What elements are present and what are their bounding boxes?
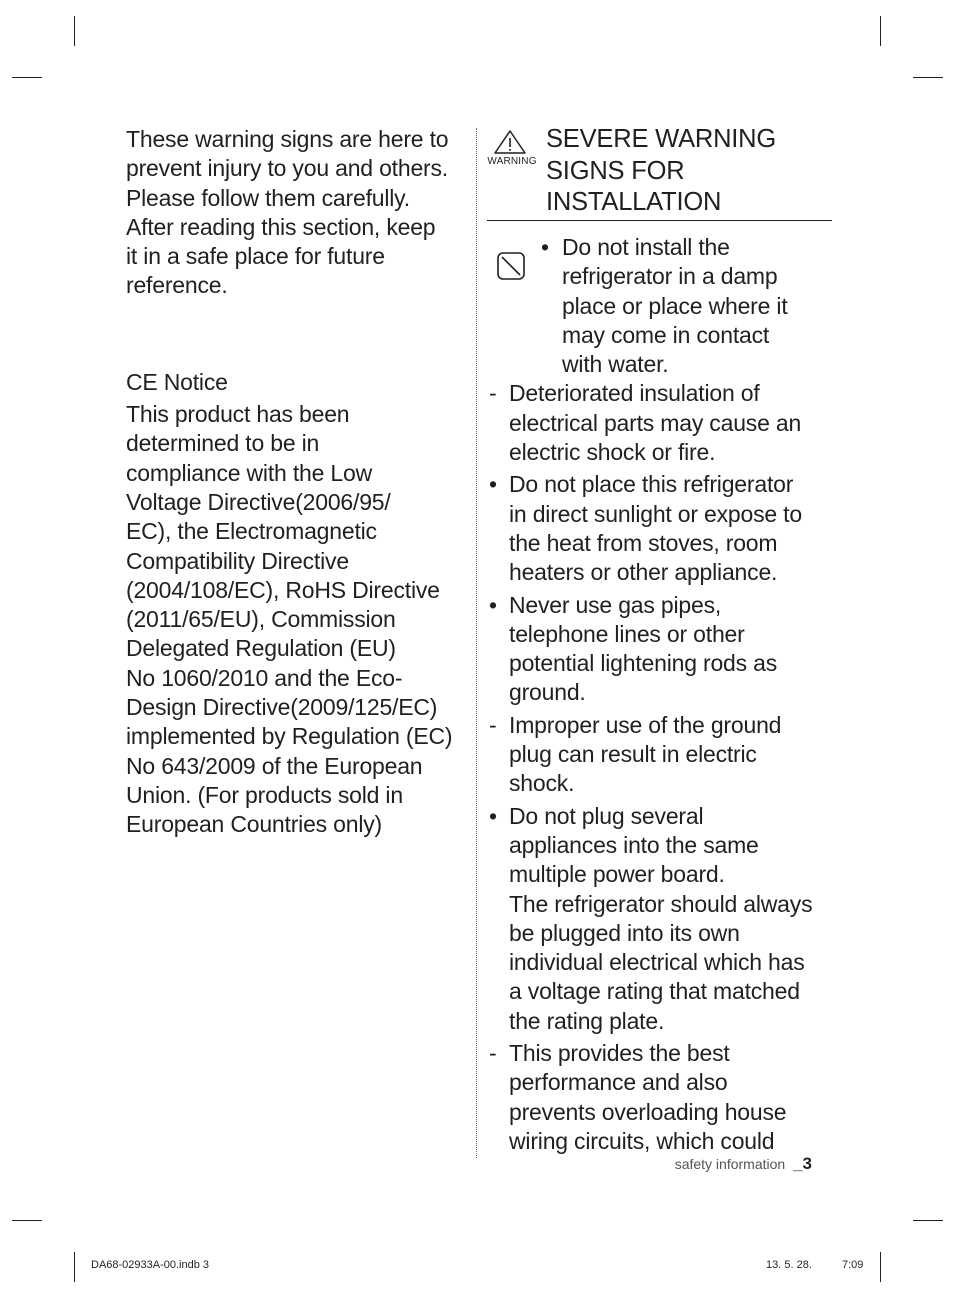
dash-mark: - (489, 380, 497, 407)
prohibition-icon (497, 252, 525, 280)
list-item (487, 1039, 832, 1156)
crop-mark (74, 16, 75, 46)
bullet-mark: • (489, 471, 497, 498)
dash-mark: - (489, 1040, 497, 1067)
item-text: Do not plug several appliances into the same multiple power board. The refrigerator should always be plugged into its own individual electrical which has a voltage rating that matched the rating plate. (509, 802, 813, 1034)
page-number: _3 (793, 1154, 812, 1173)
column-divider (476, 128, 477, 1158)
dash-mark: - (489, 711, 497, 738)
section-header (487, 124, 832, 221)
item-text: Do not install the refrigerator in a damp place or place where it may come in contact with water. (562, 234, 788, 378)
intro-text: These warning signs are here to prevent injury to you and others. Please follow them carefully. After reading this section, keep it in a safe place for future reference. (126, 126, 449, 299)
slug-date: 13. 5. 28. (766, 1259, 812, 1271)
slug-filename: DA68-02933A-00.indb 3 (91, 1259, 210, 1271)
warning-triangle-icon (493, 130, 527, 154)
bullet-mark: • (489, 591, 497, 618)
item-text: Deteriorated insulation of electrical parts may cause an electric shock or fire. (509, 380, 802, 466)
warning-label: WARNING (487, 156, 537, 167)
item-text: This provides the best performance and also prevents overloading house wiring circuits, which could (509, 1040, 787, 1154)
item-text: Do not place this refrigerator in direct sunlight or expose to the heat from stoves, room heaters or other appliance. (509, 471, 802, 586)
ce-notice-body: This product has been determined to be in compliance with the Low Voltage Directive(2006/95/ EC), the Electromagnetic Compatibility Directive (2004/108/EC), RoHS Directive (2011/65/EU), Commission Delegated Regulation (EU) No 1060/2010 and the Eco- Design Directive(2009/125/EC) implemented by Regulation (EC) No 643/2009 of the European Union. (For products sold in European Countries only) (126, 401, 453, 838)
page-footer (675, 1154, 812, 1174)
crop-mark (12, 77, 42, 78)
section-title: SEVERE WARNING SIGNS FOR INSTALLATION (546, 125, 777, 216)
footer-section-label: safety information (674, 1156, 786, 1172)
crop-mark (880, 1252, 881, 1282)
slug-time: 7:09 (842, 1259, 864, 1271)
list-item (487, 591, 832, 708)
item-text: Improper use of the ground plug can result in electric shock. (509, 711, 782, 797)
bullet-mark: • (541, 234, 549, 260)
crop-mark (880, 16, 881, 46)
crop-mark (913, 77, 943, 78)
list-item (487, 379, 832, 467)
list-item (487, 711, 832, 799)
bullet-mark: • (489, 802, 497, 829)
crop-mark (913, 1220, 943, 1221)
crop-mark (74, 1252, 75, 1282)
crop-mark (12, 1220, 42, 1221)
list-item (487, 233, 832, 379)
right-column (487, 124, 832, 1156)
list-item (487, 470, 832, 587)
item-text: Never use gas pipes, telephone lines or other potential lightening rods as ground. (509, 591, 778, 706)
list-item (487, 802, 832, 1036)
left-column (126, 125, 471, 840)
ce-notice-title: CE Notice (126, 368, 228, 395)
